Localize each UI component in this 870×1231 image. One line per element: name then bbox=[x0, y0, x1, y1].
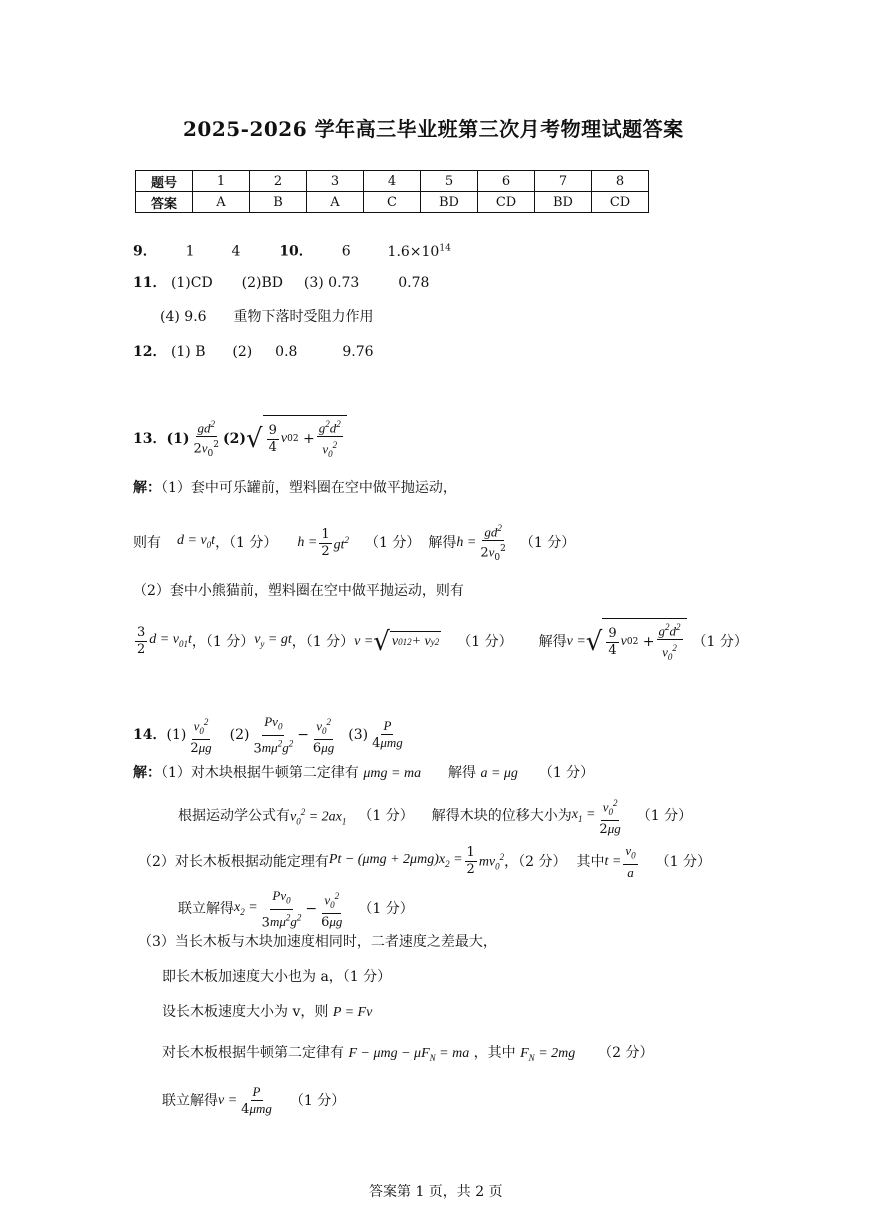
q13-eq-h-result: $\frac{gd^2}{2v_0^2}$ bbox=[478, 520, 508, 566]
q11-part-2: (2)BD bbox=[241, 275, 283, 291]
q14-s8c: （2 分） bbox=[598, 1045, 654, 1061]
q13-sol-text: （1）套中可乐罐前，塑料圈在空中做平抛运动， bbox=[161, 480, 457, 496]
q14-s3d: （1 分） bbox=[655, 853, 711, 870]
q14-eq-x2b: $\frac{v_0^2}{6\mu g}$ bbox=[319, 888, 344, 931]
q14-solution-9: 联立解得 v = $\frac{P}{\text{4μmg}}$ （1 分） bbox=[162, 1084, 346, 1117]
q13-solve: 解得 bbox=[428, 535, 457, 552]
q12-part-1: (1) B bbox=[170, 344, 206, 360]
q14-solution-5 bbox=[138, 932, 497, 952]
q14-s3: （2）对长木板根据动能定理有 bbox=[138, 853, 329, 870]
q14-eq-newton: μmg = ma bbox=[363, 766, 422, 781]
q13-score-7: （1 分） bbox=[692, 633, 748, 650]
q13-formula-2: √ $\frac{9}{4}$ v 0 2 + $\frac{g^2d^2}{v_0^2}$ bbox=[246, 415, 347, 462]
q11-line-2 bbox=[160, 307, 373, 327]
q13-eq-vy: $v_y$ = gt bbox=[254, 631, 292, 649]
q14-eq-kinematics: $v_0^2 = 2ax_1$ bbox=[290, 806, 347, 827]
q12-line bbox=[133, 342, 374, 362]
q14-solution-2: 根据运动学公式有 $v_0^2 = 2ax_1$ （1 分） 解得木块的位移大小为 $x_1$ = $\frac{v_0^2}{2\mu g}$ （1 分） bbox=[178, 795, 692, 838]
q14-formula-2a: $\frac{Pv_0}{3m\mu^2g^2}$ bbox=[253, 714, 294, 756]
q14-s4: 联立解得 bbox=[178, 901, 234, 918]
q13-formula-1: $\frac{gd^2}{2v_0^2}$ bbox=[191, 416, 221, 462]
q13-sol2-text: （2）套中小熊猫前，塑料圈在空中做平抛运动，则有 bbox=[133, 583, 464, 599]
q14-label-3: (3) bbox=[348, 727, 369, 744]
q13-eq-v-result: √ $\frac{9}{4}$ v 0 2 + $\frac{g^2d^2}{v_0^2}$ bbox=[586, 618, 687, 665]
q14-eq-a: a = μg bbox=[480, 766, 518, 781]
q13-number: 13． bbox=[133, 430, 167, 447]
q11-part-4: (4) 9.6 bbox=[160, 309, 207, 325]
q13-label-1: (1) bbox=[166, 430, 190, 447]
q13-score-1: ，（1 分） bbox=[215, 535, 278, 552]
q14-s3c: 其中 bbox=[576, 853, 605, 870]
q14-eq-v-result: $\frac{P}{\text{4μmg}}$ bbox=[241, 1084, 272, 1117]
table-header-answer: 答案 bbox=[136, 192, 193, 213]
q13-solution-1 bbox=[133, 478, 457, 498]
q14-s2: 根据运动学公式有 bbox=[178, 808, 290, 825]
q13-solution-2: 则有 $d = v_0t$ ，（1 分） h = $\frac{1}{2}$ $gt^2$ （1 分） 解得 h = $\frac{gd^2}{2v_0^2}$ （1 分） bbox=[133, 520, 575, 566]
q9-number: 9． bbox=[133, 243, 157, 260]
q14-eq-fn: $F_N = 2mg$ bbox=[520, 1046, 576, 1063]
q14-s6: 即长木板加速度大小也为 a，（1 分） bbox=[162, 969, 392, 985]
q14-eq-board: $F - \mu mg - \mu F_N$ = ma bbox=[348, 1046, 470, 1063]
q13-sol-intro: 解： bbox=[133, 480, 161, 496]
table-cell: 1 bbox=[193, 171, 250, 192]
q13-score-3: （1 分） bbox=[519, 535, 576, 552]
q10-answer-1: 6 bbox=[341, 243, 351, 260]
q13-eq-h: h = bbox=[297, 535, 318, 551]
q14-eq-energy: $Pt - (\mu mg + 2\mu mg)x_2$ = bbox=[328, 851, 463, 869]
q14-s2d: （1 分） bbox=[636, 808, 693, 825]
q14-s8: 对长木板根据牛顿第二定律有 bbox=[162, 1045, 344, 1061]
q14-answer-line: 14． (1) $\frac{v_0^2}{2\mu g}$ (2) $\frac{Pv_0}{3m\mu^2g^2}$ − $\frac{v_0^2}{6\mu g}$ (3) $\frac{P}{\text{4μmg}}$ bbox=[133, 714, 403, 756]
table-cell: C bbox=[364, 192, 421, 213]
q14-label-2: (2) bbox=[229, 727, 250, 744]
q13-eq-v: √ v 01 2 + v y 2 bbox=[373, 626, 440, 657]
q12-part-2: (2) bbox=[232, 344, 253, 360]
table-cell: BD bbox=[535, 192, 592, 213]
table-cell: 3 bbox=[307, 171, 364, 192]
q14-solution-3: （2）对长木板根据动能定理有 $Pt - (\mu mg + 2\mu mg)x_2$ = $\frac{1}{2}$ $mv_0^2$ ，（2 分） 其中 t = $\frac{v_0}{a}$ （1 分） bbox=[138, 843, 711, 880]
q14-solution-1 bbox=[133, 763, 594, 784]
q10-number: 10． bbox=[279, 243, 313, 260]
table-cell: 8 bbox=[592, 171, 649, 192]
q14-s9: 联立解得 bbox=[162, 1093, 218, 1109]
table-cell: A bbox=[193, 192, 250, 213]
page-title: 2025-2026 学年高三毕业班第三次月考物理试题答案 bbox=[183, 117, 684, 141]
q11-part-3b: 0.78 bbox=[398, 275, 430, 291]
q13-eq-d: $d = v_0t$ bbox=[177, 533, 216, 551]
q10-answer-2: $1.6\times 10^{14}$ bbox=[387, 243, 451, 260]
q14-s5: （3）当长木板与木块加速度相同时，二者速度之差最大， bbox=[138, 934, 497, 950]
q13-then: 则有 bbox=[133, 535, 161, 552]
q13-solution-4: $\frac{3}{2}$ $d = v_{01}t$ ，（1 分） $v_y$ = gt ，（1 分） v = √ v 01 2 + v y 2 （1 分） 解得 v = √ $\frac{9}{4}$ v 0 2 + $\frac{g^2d^2}{v_0^2}$ （1 分） bbox=[133, 618, 748, 665]
q14-s1b: 解得 bbox=[447, 765, 476, 781]
table-cell: BD bbox=[421, 192, 478, 213]
table-cell: B bbox=[250, 192, 307, 213]
q14-label-1: (1) bbox=[166, 727, 187, 744]
answer-table bbox=[135, 170, 649, 213]
q14-solution-7 bbox=[162, 1002, 372, 1023]
table-cell: A bbox=[307, 192, 364, 213]
q9-answer-2: 4 bbox=[231, 243, 241, 260]
q14-solution-4: 联立解得 $x_2$ = $\frac{Pv_0}{3m\mu^2g^2}$ − $\frac{v_0^2}{6\mu g}$ （1 分） bbox=[178, 888, 414, 930]
q14-eq-x1: $\frac{v_0^2}{2\mu g}$ bbox=[597, 795, 622, 838]
table-cell: 7 bbox=[535, 171, 592, 192]
q11-part-3: (3) 0.73 bbox=[303, 275, 360, 291]
q14-formula-1: $\frac{v_0^2}{2\mu g}$ bbox=[188, 714, 213, 757]
q14-sol-intro: 解： bbox=[133, 765, 161, 781]
q14-solution-8 bbox=[162, 1043, 654, 1068]
q11-part-4b: 重物下落时受阻力作用 bbox=[233, 309, 374, 325]
table-cell: 5 bbox=[421, 171, 478, 192]
q13-solve-2: 解得 bbox=[538, 633, 567, 650]
q14-s2b: （1 分） bbox=[358, 808, 414, 825]
q14-formula-3: $\frac{P}{\text{4μmg}}$ bbox=[372, 718, 403, 752]
q14-s8b: ，其中 bbox=[473, 1045, 516, 1061]
q14-s9b: （1 分） bbox=[289, 1093, 346, 1109]
q9-q10-line bbox=[133, 238, 451, 262]
q14-s3b: ，（2 分） bbox=[504, 853, 567, 870]
q14-eq-t: $\frac{v_0}{a}$ bbox=[625, 843, 636, 880]
q14-formula-2b: $\frac{v_0^2}{6\mu g}$ bbox=[311, 714, 336, 757]
q12-part-2a: 0.8 bbox=[275, 344, 298, 360]
q12-part-2b: 9.76 bbox=[342, 344, 374, 360]
q13-label-2: (2) bbox=[223, 430, 247, 447]
q14-s1: （1）对木块根据牛顿第二定律有 bbox=[161, 765, 359, 781]
q9-answer-1: 1 bbox=[185, 243, 195, 260]
q13-score-5: ，（1 分） bbox=[291, 633, 355, 650]
q14-number: 14． bbox=[133, 727, 167, 744]
q14-eq-x2a: $\frac{Pv_0}{3m\mu^2g^2}$ bbox=[261, 888, 302, 930]
q13-eq-3d: $d = v_{01}t$ bbox=[149, 631, 192, 649]
q14-solution-6 bbox=[162, 967, 391, 987]
q13-score-6: （1 分） bbox=[457, 633, 513, 650]
table-cell: 6 bbox=[478, 171, 535, 192]
table-cell: CD bbox=[592, 192, 649, 213]
q14-s4b: （1 分） bbox=[358, 901, 414, 918]
q13-answer-line bbox=[133, 415, 347, 462]
page-footer: 答案第 1 页，共 2 页 bbox=[369, 1184, 503, 1200]
table-cell: 2 bbox=[250, 171, 307, 192]
table-header-number: 题号 bbox=[136, 171, 193, 192]
q13-score-2: （1 分） bbox=[365, 535, 421, 552]
q14-eq-power: P = Fv bbox=[332, 1005, 373, 1020]
q13-score-4: ，（1 分） bbox=[191, 633, 255, 650]
q12-number: 12． bbox=[133, 344, 167, 360]
table-cell: CD bbox=[478, 192, 535, 213]
q14-s2c: 解得木块的位移大小为 bbox=[431, 808, 572, 825]
q14-s7: 设长木板速度大小为 v，则 bbox=[162, 1004, 329, 1020]
q11-number: 11． bbox=[133, 275, 167, 291]
q14-s1c: （1 分） bbox=[538, 765, 595, 781]
q11-part-1: (1)CD bbox=[170, 275, 213, 291]
table-cell: 4 bbox=[364, 171, 421, 192]
q11-line-1 bbox=[133, 273, 429, 293]
q13-solution-3 bbox=[133, 581, 464, 601]
